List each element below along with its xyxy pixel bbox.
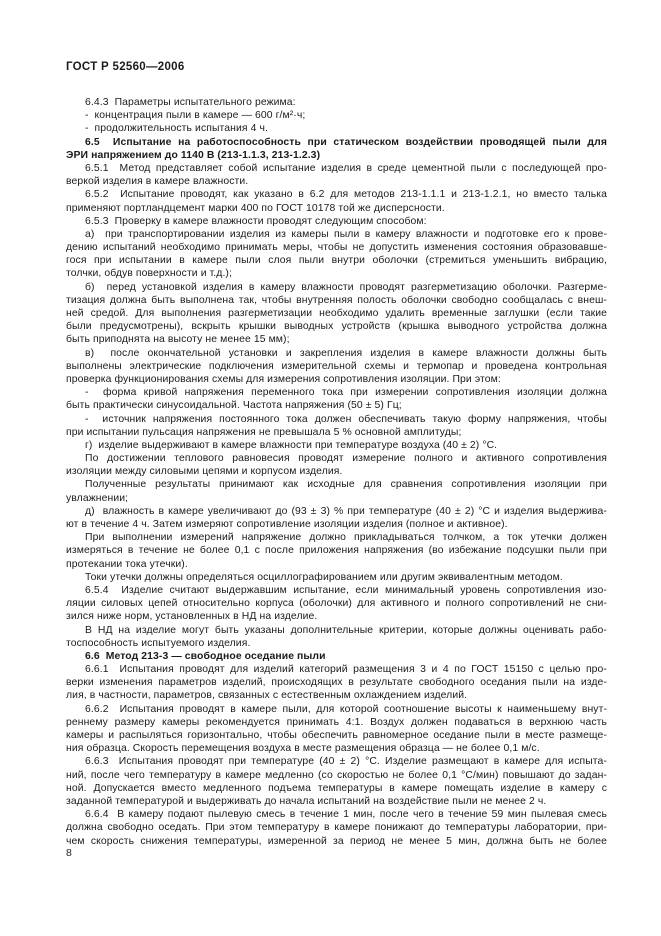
text-line: увлажнении; xyxy=(66,492,129,504)
text-line: - форма кривой напряжения переменного тока при измерении сопротивления изоляции должна xyxy=(85,387,607,399)
text-line: 6.6.2 Испытания проводят в камере пыли, для которой соотношение высоты к наименьшему внут- xyxy=(85,703,607,715)
text-line: 6.6.4 В камеру подают пылевую смесь в течение 1 мин, после чего в течение 59 мин пылевая смесь xyxy=(85,809,607,821)
text-line: д) влажность в камере увеличивают до (93 ± 3) % при температуре (40 ± 2) °С и изделия выдержива- xyxy=(85,505,607,517)
text-line: г) изделие выдерживают в камере влажности при температуре воздуха (40 ± 2) °С. xyxy=(85,439,498,451)
text-line: ний, после чего температуру в камере медленно (со скоростью не более 0,1 °С/мин) повышают до задан- xyxy=(66,769,607,781)
text-line: При выполнении измерений напряжение должно прикладываться толчком, а ток утечки должен xyxy=(85,532,607,544)
text-line: ной. Допускается вместо медленного подъема температуры в камере помещать изделие в камеру с xyxy=(66,782,607,794)
text-line: тоспособность испытуемого изделия. xyxy=(66,637,251,649)
text-line: зился ниже норм, установленных в НД на изделие. xyxy=(66,611,318,623)
text-line: 6.4.3 Параметры испытательного режима: xyxy=(85,97,296,108)
text-line: изоляции между силовыми цепями и корпусом изделия. xyxy=(66,466,343,478)
text-line: чем скорость снижения температуры, измеренной за период не менее 5 мин, должна быть не более xyxy=(66,835,607,847)
text-line: По достижении теплового равновесия проводят измерение полного и активного сопротивления xyxy=(85,453,607,465)
text-line: реннему размеру камеры рекомендуется принимать 4:1. Воздух должен подаваться в верхнюю часть xyxy=(66,716,607,728)
text-line: 6.5 Испытание на работоспособность при статическом воздействии проводящей пыли для xyxy=(85,136,607,148)
text-line: 6.6 Метод 213-3 — свободное оседание пыли xyxy=(85,650,326,662)
text-line: - концентрация пыли в камере — 600 г/м²·ч; xyxy=(85,110,306,122)
text-line: ния образца. Скорость перемещения воздуха в месте размещения образца — не более 0,1 м/с. xyxy=(66,743,540,755)
text-line: ней средой. Для выполнения разгерметизации необходимо удалить временные заглушки (если такие xyxy=(66,308,607,319)
document-number: ГОСТ Р 52560—2006 xyxy=(66,61,185,73)
text-line: проверка функционирования схемы для измерения сопротивления изоляции. При этом: xyxy=(66,373,501,385)
text-line: 6.5.1 Метод представляет собой испытание изделия в среде цементной пыли с последующей про- xyxy=(85,162,607,174)
text-line: ляции силовых цепей относительно корпуса (оболочки) для активного и полного сопротивлений не сни- xyxy=(66,598,607,610)
text-line: камеры и распыляться горизонтально, чтобы обеспечить равномерное оседание пыли в месте размеще- xyxy=(66,730,607,741)
text-line: быть приподнята на высоту не менее 15 мм); xyxy=(66,334,290,346)
text-line: 6.6.3 Испытания проводят при температуре (40 ± 2) °С. Изделие размещают в камере для испыта- xyxy=(85,756,607,768)
text-line: б) перед установкой изделия в камеру влажности проводят разгерметизацию оболочки. Разгерме- xyxy=(85,281,607,293)
document-body xyxy=(66,96,607,848)
text-line: ют в течение 4 ч. Затем измеряют сопротивление изоляции изделия (полное и активное). xyxy=(66,519,508,530)
text-line: протекании тока утечки). xyxy=(66,558,188,570)
text-line: дению испытаний необходимо принимать меры, чтобы не допустить изменения состояния образовавше- xyxy=(66,242,607,254)
text-line: В НД на изделие могут быть указаны дополнительные критерии, которые должны оценивать рабо- xyxy=(85,624,607,636)
text-line: толчки, обдув поверхности и т.д.); xyxy=(66,268,232,280)
text-line: Токи утечки должны определяться осциллографированием или другим эквивалентным методом. xyxy=(85,571,563,583)
text-line: - источник напряжения постоянного тока должен обеспечивать такую форму напряжения, чтобы xyxy=(85,413,607,425)
text-line: ЭРИ напряжением до 1140 В (213-1.1.3, 213-1.2.3) xyxy=(66,149,321,161)
text-line: заданной температурой и выдерживать до начала испытаний на воздействие пыли не менее 2 ч. xyxy=(66,795,547,807)
text-line: 6.5.4 Изделие считают выдержавшим испытание, если минимальный уровень сопротивления изо- xyxy=(85,584,607,596)
text-line: тизация должна быть выполнена так, чтобы внутренняя полость оболочки свободно сообщалась с внеш- xyxy=(66,294,607,306)
text-line: применяют портландцемент марки 400 по ГОСТ 10178 той же дисперсности. xyxy=(66,202,445,214)
text-line: верки изменения параметров изделий, происходящих в результате свободного оседания пыли на изде- xyxy=(66,677,607,689)
page-number: 8 xyxy=(66,847,72,859)
text-line: - продолжительность испытания 4 ч. xyxy=(85,123,268,135)
text-line: 6.5.2 Испытание проводят, как указано в 6.2 для методов 213-1.1.1 и 213-1.2.1, но вместо талька xyxy=(85,189,607,201)
text-line: гося при испытании в камере пыли слоя пыли внутри оболочки (стремиться уменьшить вибрацию, xyxy=(66,255,607,267)
text-line: быть практически синусоидальной. Частота напряжения (50 ± 5) Гц; xyxy=(66,400,402,412)
text-line: Полученные результаты принимают как исходные для сравнения сопротивления изоляции при xyxy=(85,479,607,491)
text-line: выполнены электрические подключения измерительной схемы и термопар и проведена контрольная xyxy=(66,360,607,372)
text-line: при испытании пульсация напряжения не превышала 5 % основной амплитуды; xyxy=(66,426,462,438)
text-line: должна свободно оседать. При этом температуру в камере понижают до температуры лаборатории, при- xyxy=(66,822,607,834)
text-line: лия, в частности, параметров, связанных с естественным охлаждением изделий. xyxy=(66,690,468,702)
text-line: веркой изделия в камере влажности. xyxy=(66,176,249,188)
text-line: 6.6.1 Испытания проводят для изделий категорий размещения 3 и 4 по ГОСТ 15150 с целью про- xyxy=(85,664,607,676)
text-line: 6.5.3 Проверку в камере влажности проводят следующим способом: xyxy=(85,215,427,227)
text-line: измеряться в течение не более 0,1 с после приложения напряжения (во избежание подсушки пыли при xyxy=(66,545,607,557)
text-line: были предусмотрены), вскрыть крышки выводных устройств (крышка выводного устройства должна xyxy=(66,321,607,333)
text-line: в) после окончательной установки и закрепления изделия в камере влажности должны быть xyxy=(85,347,607,359)
text-line: а) при транспортировании изделия из камеры пыли в камеру влажности и подготовке его к прове- xyxy=(85,228,607,240)
